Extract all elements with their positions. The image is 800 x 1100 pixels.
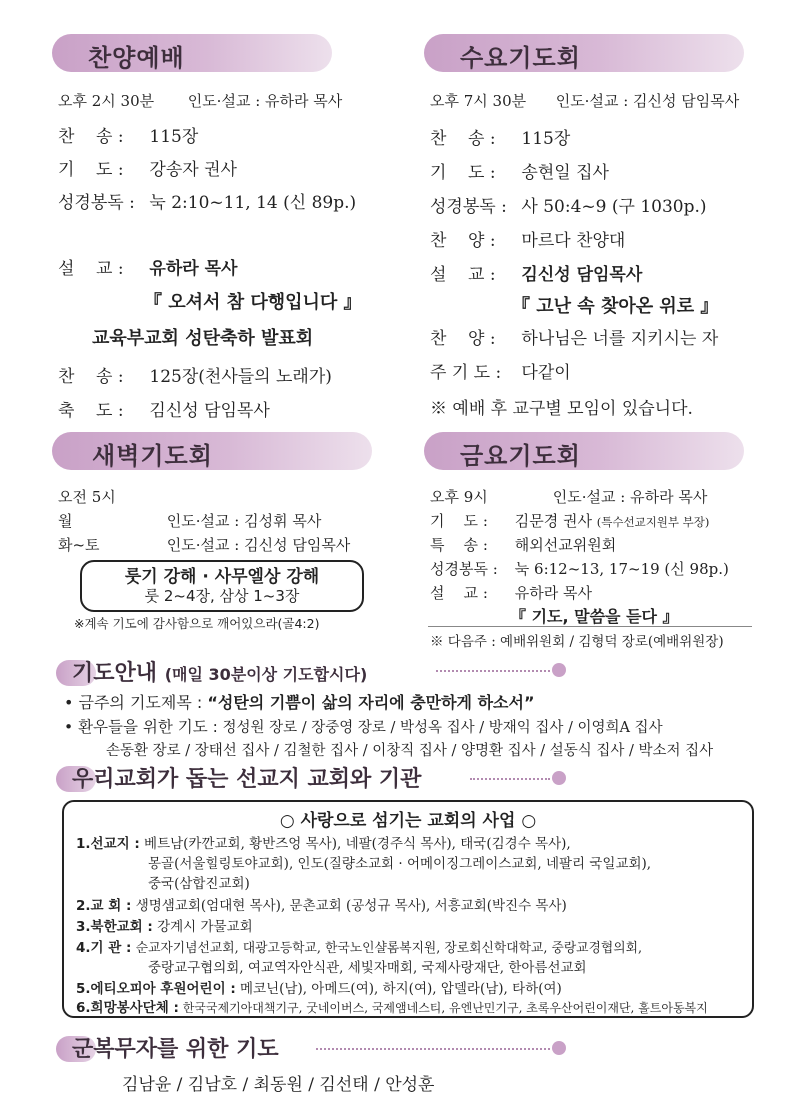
wednesday-row-lords-prayer <box>430 358 571 383</box>
dawn-row-tue-sat <box>58 534 350 555</box>
friday-row-prayer <box>430 510 709 531</box>
mission-label: 4.기 관 : <box>76 940 132 956</box>
row-value: 김신성 담임목사 <box>149 401 270 421</box>
sunday-leader-text: 인도·설교 : 유하라 목사 <box>187 92 343 110</box>
topic-label: • 금주의 기도제목 : <box>64 693 203 712</box>
sunday-row-prayer <box>58 155 237 180</box>
sunday-sermon-title: 『 오셔서 참 다행입니다 』 <box>144 292 362 313</box>
mission-label: 1.선교지 : <box>76 836 140 852</box>
wednesday-row-sermon <box>430 260 642 285</box>
wednesday-sermon-title: 『 고난 속 찾아온 위로 』 <box>512 296 719 317</box>
wednesday-row-praise <box>430 324 718 349</box>
dawn-row-monday <box>58 510 321 531</box>
row-value: 강송자 권사 <box>149 160 237 180</box>
military-end-dot <box>552 1041 566 1055</box>
friday-row-reading <box>430 558 729 579</box>
friday-divider <box>428 626 752 627</box>
prayer-guide-subtitle: (매일 30분이상 기도합시다) <box>164 665 368 684</box>
row-label: 찬 송 : <box>58 367 124 387</box>
mission-item-field-line2: 몽골(서울힐링토야교회), 인도(질량소교회 · 어메이징그레이스교회, 네팔리 국일교회), <box>148 856 652 872</box>
missions-title: 우리교회가 돕는 선교지 교회와 기관 <box>72 767 422 792</box>
row-value: 해외선교위원회 <box>514 536 617 554</box>
sunday-time-text: 오후 2시 30분 <box>58 92 155 110</box>
day-label: 화~토 <box>58 536 100 554</box>
prayer-guide-title <box>72 656 367 687</box>
wednesday-row-reading <box>430 192 707 217</box>
mission-line: 베트남(카깐교회, 황반즈엉 목사), 네팔(경주식 목사), 태국(김경수 목사), <box>144 836 571 852</box>
mission-item-field <box>76 832 571 852</box>
dawn-prayer-title: 새벽기도회 <box>92 442 213 470</box>
military-names: 김남윤 / 김남호 / 최동원 / 김선태 / 안성훈 <box>122 1075 435 1095</box>
wednesday-row-choir <box>430 226 625 251</box>
mission-label: 6.희망봉사단체 : <box>76 1000 179 1016</box>
mission-item-institution-line2: 중랑교구협의회, 여교역자안식관, 세빛자매회, 국제사랑재단, 한아름선교회 <box>148 960 587 976</box>
row-note: (특수선교지원부 부장) <box>596 515 710 529</box>
wednesday-row-hymn <box>430 124 570 149</box>
row-value: 125장(천사들의 노래가) <box>149 367 332 387</box>
wednesday-row-prayer <box>430 158 609 183</box>
dawn-study-range: 룻 2~4장, 삼상 1~3장 <box>144 587 300 605</box>
missions-end-dot <box>552 771 566 785</box>
row-value: 115장 <box>521 129 571 149</box>
friday-time-text: 오후 9시 <box>430 488 488 506</box>
mission-label: 3.북한교회 : <box>76 919 153 935</box>
row-value: 송현일 집사 <box>521 163 609 183</box>
row-value: 다같이 <box>521 363 571 383</box>
row-value: 마르다 찬양대 <box>521 231 626 251</box>
sermon-preacher: 유하라 목사 <box>149 259 238 279</box>
friday-next-week: ※ 다음주 : 예배위원회 / 김형덕 장로(예배위원장) <box>430 634 724 650</box>
patients-label: • 환우들을 위한 기도 : <box>64 718 218 736</box>
row-value: 하나님은 너를 지키시는 자 <box>521 329 719 349</box>
row-value: 사 50:4~9 (구 1030p.) <box>521 197 707 217</box>
friday-row-special-song <box>430 534 616 555</box>
topic-text: “성탄의 기쁨이 삶의 자리에 충만하게 하소서” <box>207 693 535 712</box>
row-label: 설 교 : <box>430 584 488 602</box>
military-dotted-line <box>316 1048 550 1050</box>
friday-prayer-title: 금요기도회 <box>460 442 581 470</box>
mission-label: 2.교 회 : <box>76 898 132 914</box>
row-label: 찬 송 : <box>430 129 496 149</box>
sunday-worship-title: 찬양예배 <box>88 44 185 72</box>
sunday-row-hymn <box>58 122 198 147</box>
row-label: 성경봉독 : <box>430 197 507 217</box>
mission-item-ethiopia <box>76 977 562 997</box>
mission-line: 메코닌(남), 아메드(여), 하지(여), 압델라(남), 타하(여) <box>240 981 562 997</box>
mission-item-institution <box>76 936 642 956</box>
row-label: 설 교 : <box>430 265 496 285</box>
sunday-row-sermon <box>58 254 237 279</box>
dawn-time: 오전 5시 <box>58 488 116 506</box>
mission-line: 강계시 가물교회 <box>157 919 253 935</box>
sunday-worship-time <box>58 90 342 111</box>
row-label: 기 도 : <box>430 512 488 530</box>
leader-text: 인도·설교 : 김성휘 목사 <box>166 512 322 530</box>
row-label: 찬 송 : <box>58 127 124 147</box>
education-event-title: 교육부교회 성탄축하 발표회 <box>92 328 314 349</box>
row-label: 주 기 도 : <box>430 363 502 383</box>
row-value: 김문경 권사 <box>514 512 592 530</box>
patients-prayer-line2: 손동환 장로 / 장태선 집사 / 김철한 집사 / 이창직 집사 / 양명환 집사 / 설동식 집사 / 박소저 집사 <box>106 743 714 759</box>
mission-item-volunteer <box>76 996 708 1016</box>
row-value: 115장 <box>149 127 199 147</box>
row-label: 기 도 : <box>58 160 124 180</box>
dawn-study-title: 룻기 강해 · 사무엘상 강해 <box>124 567 320 587</box>
mission-label: 5.에티오피아 후원어린이 : <box>76 981 236 997</box>
row-label: 찬 양 : <box>430 231 496 251</box>
prayer-guide-dotted-line <box>436 670 550 672</box>
patients-prayer <box>64 715 663 737</box>
event-row-benediction <box>58 396 270 421</box>
patients-line1: 정성원 장로 / 장중영 장로 / 박성옥 집사 / 방재익 집사 / 이영희A 집사 <box>222 720 663 736</box>
dawn-verse: ※계속 기도에 감사함으로 깨어있으라(골4:2) <box>74 616 320 631</box>
row-label: 설 교 : <box>58 259 124 279</box>
row-label: 찬 양 : <box>430 329 496 349</box>
friday-row-sermon <box>430 582 592 603</box>
row-label: 축 도 : <box>58 401 124 421</box>
mission-line: 순교자기념선교회, 대광고등학교, 한국노인샬롬복지원, 장로회신학대학교, 중랑교경협의회, <box>135 941 643 956</box>
friday-leader-text: 인도·설교 : 유하라 목사 <box>552 488 708 506</box>
prayer-guide-end-dot <box>552 663 566 677</box>
wednesday-prayer-time <box>430 90 739 111</box>
weekly-prayer-topic <box>64 690 534 713</box>
missions-dotted-line <box>470 778 550 780</box>
mission-item-north-korea <box>76 915 253 935</box>
mission-line: 한국국제기아대책기구, 굿네이버스, 국제앰네스티, 유엔난민기구, 초록우산어린이재단, 홀트아동복지 <box>182 1001 708 1015</box>
friday-time-row <box>430 486 707 507</box>
row-value: 눅 6:12~13, 17~19 (신 98p.) <box>514 560 729 578</box>
missions-box-title: ○ 사랑으로 섬기는 교회의 사업 ○ <box>279 811 537 831</box>
wednesday-note: ※ 예배 후 교구별 모임이 있습니다. <box>430 399 693 419</box>
military-title: 군복무자를 위한 기도 <box>72 1037 279 1062</box>
row-label: 성경봉독 : <box>430 560 498 578</box>
day-label: 월 <box>58 512 73 530</box>
event-row-hymn <box>58 362 332 387</box>
mission-item-church <box>76 894 567 914</box>
wednesday-time-text: 오후 7시 30분 <box>430 92 527 110</box>
friday-sermon-title: 『 기도, 말씀을 듣다 』 <box>510 607 679 626</box>
sunday-row-reading <box>58 188 356 213</box>
row-value: 유하라 목사 <box>514 584 592 602</box>
mission-item-field-line3: 중국(삼합진교회) <box>148 876 250 892</box>
prayer-guide-title-text: 기도안내 <box>72 661 158 686</box>
row-label: 성경봉독 : <box>58 193 135 213</box>
wednesday-leader-text: 인도·설교 : 김신성 담임목사 <box>555 92 740 110</box>
row-label: 특 송 : <box>430 536 488 554</box>
row-value: 눅 2:10~11, 14 (신 89p.) <box>149 193 357 213</box>
row-label: 기 도 : <box>430 163 496 183</box>
wednesday-prayer-title: 수요기도회 <box>460 44 581 72</box>
mission-line: 생명샘교회(엄대현 목사), 문촌교회 (공성규 목사), 서흥교회(박진수 목사) <box>135 898 567 914</box>
sermon-preacher: 김신성 담임목사 <box>521 265 643 285</box>
leader-text: 인도·설교 : 김신성 담임목사 <box>166 536 351 554</box>
